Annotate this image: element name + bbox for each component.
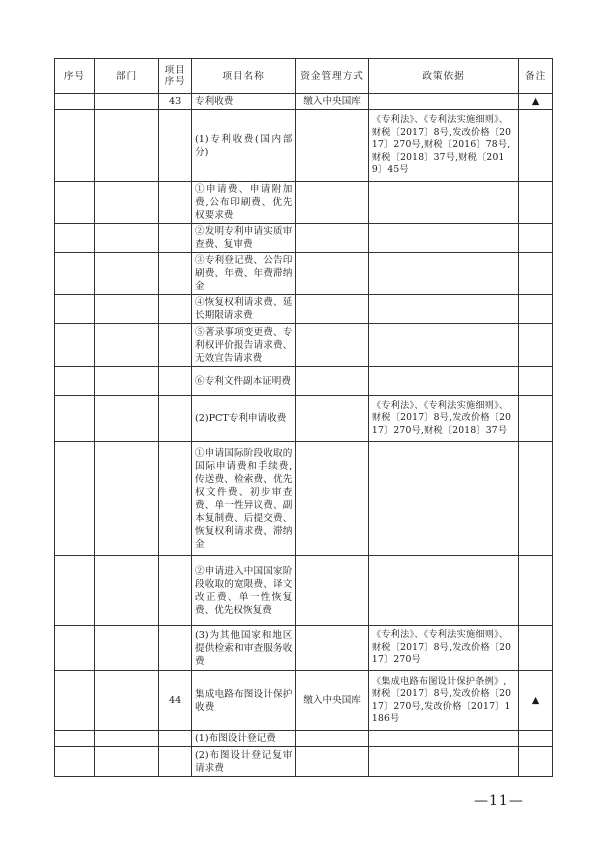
- cell-fund-management: [296, 626, 369, 671]
- cell-seq: [55, 182, 95, 224]
- cell-item-no: [159, 556, 192, 626]
- cell-seq: [55, 324, 95, 367]
- cell-fund-management: [296, 295, 369, 324]
- cell-fund-management: 缴入中央国库: [296, 671, 369, 731]
- cell-fund-management: [296, 396, 369, 442]
- cell-dept: [94, 182, 158, 224]
- header-seq: 序号: [55, 59, 95, 94]
- cell-fund-management: [296, 110, 369, 182]
- cell-fund-management: [296, 182, 369, 224]
- cell-item-no: [159, 626, 192, 671]
- cell-dept: [94, 747, 158, 777]
- cell-item-name: (1)布图设计登记费: [192, 731, 296, 747]
- cell-item-name: ①申请国际阶段收取的国际申请费和手续费,传送费、检索费、优先权文件费、初步审查费、单一性异议费、副本复制费、后提交费、恢复权利请求费、滞纳金: [192, 442, 296, 556]
- table-row: [55, 556, 553, 626]
- cell-item-name: ②发明专利申请实质审查费、复审费: [192, 224, 296, 253]
- table-row: [55, 94, 553, 110]
- cell-item-name: (2)PCT专利申请收费: [192, 396, 296, 442]
- fee-table: [54, 58, 553, 777]
- cell-seq: [55, 367, 95, 396]
- cell-policy-basis: [368, 747, 518, 777]
- cell-dept: [94, 253, 158, 295]
- table-row: [55, 396, 553, 442]
- cell-policy-basis: [368, 94, 518, 110]
- cell-dept: [94, 396, 158, 442]
- cell-seq: [55, 396, 95, 442]
- cell-item-name: (1)专利收费(国内部分): [192, 110, 296, 182]
- cell-dept: [94, 295, 158, 324]
- cell-note: [519, 324, 553, 367]
- cell-fund-management: [296, 253, 369, 295]
- cell-fund-management: [296, 731, 369, 747]
- header-item-name: 项目名称: [192, 59, 296, 94]
- table-row: [55, 671, 553, 731]
- cell-item-no: [159, 442, 192, 556]
- header-note: 备注: [519, 59, 553, 94]
- cell-note: [519, 295, 553, 324]
- page-number: —11—: [474, 793, 524, 809]
- cell-item-name: ①申请费、申请附加费,公布印刷费、优先权要求费: [192, 182, 296, 224]
- cell-dept: [94, 671, 158, 731]
- cell-item-name: 专利收费: [192, 94, 296, 110]
- cell-item-no: [159, 731, 192, 747]
- cell-policy-basis: [368, 295, 518, 324]
- cell-dept: [94, 110, 158, 182]
- cell-dept: [94, 626, 158, 671]
- cell-item-name: (3)为其他国家和地区提供检索和审查服务收费: [192, 626, 296, 671]
- cell-item-name: ④恢复权利请求费、延长期限请求费: [192, 295, 296, 324]
- cell-note: [519, 396, 553, 442]
- cell-item-no: [159, 396, 192, 442]
- cell-dept: [94, 556, 158, 626]
- table-row: [55, 731, 553, 747]
- cell-item-no: [159, 367, 192, 396]
- cell-note: ▲: [519, 671, 553, 731]
- cell-policy-basis: [368, 731, 518, 747]
- cell-fund-management: [296, 367, 369, 396]
- cell-item-no: 44: [159, 671, 192, 731]
- cell-item-no: [159, 324, 192, 367]
- cell-policy-basis: [368, 253, 518, 295]
- table-row: [55, 324, 553, 367]
- cell-item-no: [159, 110, 192, 182]
- header-dept: 部门: [94, 59, 158, 94]
- cell-note: [519, 626, 553, 671]
- cell-dept: [94, 731, 158, 747]
- cell-dept: [94, 224, 158, 253]
- cell-fund-management: 缴入中央国库: [296, 94, 369, 110]
- cell-note: [519, 182, 553, 224]
- cell-item-no: [159, 224, 192, 253]
- cell-dept: [94, 94, 158, 110]
- cell-dept: [94, 324, 158, 367]
- cell-item-no: [159, 253, 192, 295]
- cell-fund-management: [296, 442, 369, 556]
- table-row: [55, 442, 553, 556]
- table-row: [55, 253, 553, 295]
- cell-policy-basis: 《集成电路布图设计保护条例》,财税〔2017〕8号,发改价格〔2017〕270号,发改价格〔2017〕1186号: [368, 671, 518, 731]
- cell-item-no: [159, 747, 192, 777]
- cell-note: [519, 367, 553, 396]
- cell-policy-basis: [368, 556, 518, 626]
- cell-seq: [55, 747, 95, 777]
- table-row: [55, 295, 553, 324]
- cell-policy-basis: [368, 324, 518, 367]
- cell-item-name: ②申请进入中国国家阶段收取的宽限费、译文改正费、单一性恢复费、优先权恢复费: [192, 556, 296, 626]
- table-row: [55, 367, 553, 396]
- cell-note: [519, 747, 553, 777]
- cell-seq: [55, 253, 95, 295]
- cell-fund-management: [296, 324, 369, 367]
- table-row: [55, 224, 553, 253]
- table-row: [55, 747, 553, 777]
- cell-item-no: [159, 182, 192, 224]
- cell-seq: [55, 731, 95, 747]
- table-row: [55, 110, 553, 182]
- cell-note: [519, 442, 553, 556]
- table-row: [55, 182, 553, 224]
- cell-policy-basis: [368, 442, 518, 556]
- cell-policy-basis: [368, 367, 518, 396]
- cell-policy-basis: 《专利法》、《专利法实施细则》、财税〔2017〕8号,发改价格〔2017〕270号,财税〔2016〕78号,财税〔2018〕37号,财税〔2019〕45号: [368, 110, 518, 182]
- cell-seq: [55, 626, 95, 671]
- cell-seq: [55, 295, 95, 324]
- cell-note: ▲: [519, 94, 553, 110]
- cell-dept: [94, 367, 158, 396]
- table-header-row: [55, 59, 553, 94]
- cell-policy-basis: 《专利法》、《专利法实施细则》、财税〔2017〕8号,发改价格〔2017〕270号,财税〔2018〕37号: [368, 396, 518, 442]
- cell-item-name: 集成电路布图设计保护收费: [192, 671, 296, 731]
- cell-seq: [55, 556, 95, 626]
- cell-item-name: ③专利登记费、公告印刷费、年费、年费滞纳金: [192, 253, 296, 295]
- cell-fund-management: [296, 747, 369, 777]
- cell-fund-management: [296, 556, 369, 626]
- cell-item-name: (2)布图设计登记复审请求费: [192, 747, 296, 777]
- cell-policy-basis: [368, 224, 518, 253]
- cell-item-no: 43: [159, 94, 192, 110]
- header-item-no: 项目 序号: [159, 59, 192, 94]
- cell-item-name: ⑤著录事项变更费、专利权评价报告请求费、无效宣告请求费: [192, 324, 296, 367]
- cell-fund-management: [296, 224, 369, 253]
- cell-note: [519, 731, 553, 747]
- cell-note: [519, 556, 553, 626]
- cell-seq: [55, 671, 95, 731]
- cell-policy-basis: 《专利法》、《专利法实施细则》、财税〔2017〕8号,发改价格〔2017〕270号: [368, 626, 518, 671]
- cell-seq: [55, 94, 95, 110]
- cell-note: [519, 253, 553, 295]
- cell-dept: [94, 442, 158, 556]
- table-row: [55, 626, 553, 671]
- cell-policy-basis: [368, 182, 518, 224]
- header-fund-management: 资金管理方式: [296, 59, 369, 94]
- cell-item-name: ⑥专利文件副本证明费: [192, 367, 296, 396]
- cell-seq: [55, 224, 95, 253]
- cell-seq: [55, 442, 95, 556]
- cell-note: [519, 110, 553, 182]
- cell-item-no: [159, 295, 192, 324]
- cell-note: [519, 224, 553, 253]
- header-policy-basis: 政策依据: [368, 59, 518, 94]
- cell-seq: [55, 110, 95, 182]
